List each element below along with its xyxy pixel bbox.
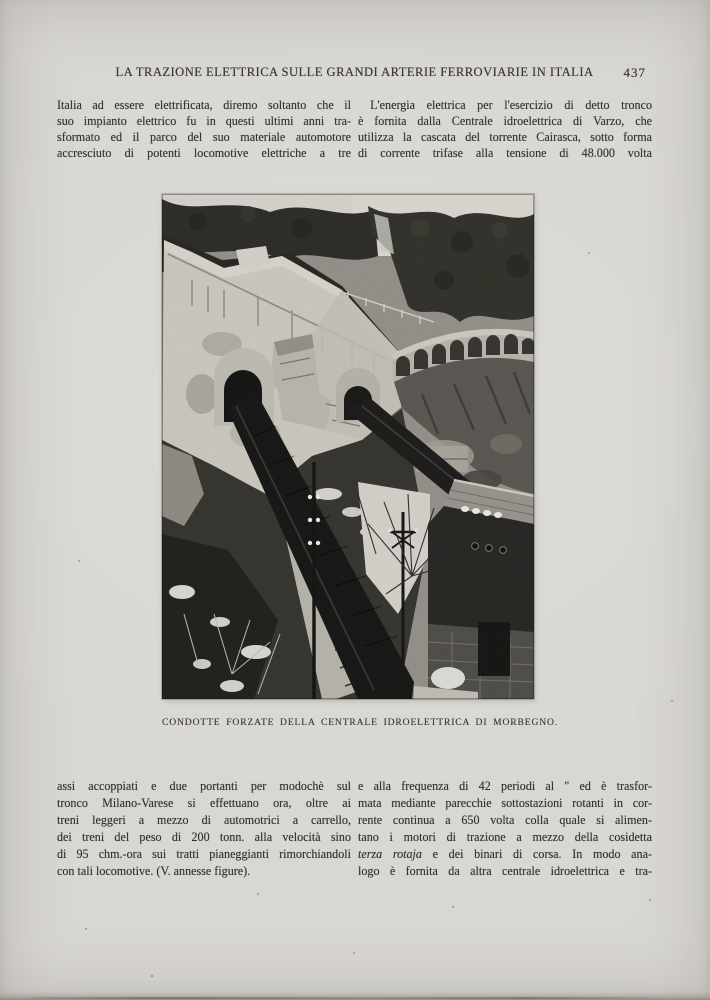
photo-grain (162, 194, 534, 699)
text-line: suo impianto elettrico fu in questi ultimi anni tra- (57, 114, 351, 129)
text-line: dei treni del peso di 200 tonn. alla velocità sino (57, 830, 351, 845)
text-line: con tali locomotive. (V. annesse figure). (57, 864, 251, 879)
text-line: sformato ed il parco del suo materiale automotore (57, 130, 351, 145)
figure (162, 194, 559, 728)
running-header (57, 65, 652, 81)
text-line: L'energia elettrica per l'esercizio di detto tronco (358, 98, 652, 112)
figure-caption: CONDOTTE FORZATE DELLA CENTRALE IDROELETTRICA DI MORBEGNO. (162, 717, 559, 728)
text-line: accresciuto di potenti locomotive elettriche a tre (57, 146, 351, 161)
text-line: Italia ad essere elettrificata, diremo soltanto che il (57, 98, 351, 112)
text-line: di 95 chm.-ora sui tratti pianeggianti rimorchiandoli (57, 847, 351, 862)
text-line: è fornita dalla Centrale idroelettrica di Varzo, che (358, 114, 652, 129)
text-line: e alla frequenza di 42 periodi al " ed è trasfor- (358, 779, 652, 793)
bottom-text-block (57, 778, 652, 881)
top-text-block (57, 97, 652, 161)
text-line: mata mediante parecchie sottostazioni rotanti in cor- (358, 796, 652, 811)
text-line: treni leggeri a mezzo di automotrici a carrello, (57, 813, 351, 828)
text-line: logo è fornita da altra centrale idroelettrica e tra- (358, 864, 652, 879)
text-line: assi accoppiati e due portanti per modochè sul (57, 779, 351, 793)
page-number: 437 (623, 65, 646, 80)
header-title: LA TRAZIONE ELETTRICA SULLE GRANDI ARTERIE FERROVIARIE IN ITALIA (115, 65, 594, 79)
text-line: rente continua a 650 volta colla quale si alimen- (358, 813, 652, 828)
text-line: tronco Milano-Varese si effettuano ora, oltre ai (57, 796, 351, 811)
text-line: utilizza la cascata del torrente Cairasca, sotto forma (358, 130, 652, 145)
column-top-right (358, 97, 652, 161)
text-line: tano i motori di trazione a mezzo della cosidetta (358, 830, 652, 845)
page-bottom-edge (0, 992, 710, 1000)
paper-specks (0, 0, 2, 2)
text-line: terza rotaja e dei binari di corsa. In modo ana- (358, 847, 652, 862)
column-top-left (57, 97, 351, 161)
column-bottom-right (358, 778, 652, 881)
text-line: di corrente trifase alla tensione di 48.000 volta (358, 146, 652, 161)
column-bottom-left (57, 778, 351, 881)
photo-penstocks-hillside (162, 194, 534, 699)
